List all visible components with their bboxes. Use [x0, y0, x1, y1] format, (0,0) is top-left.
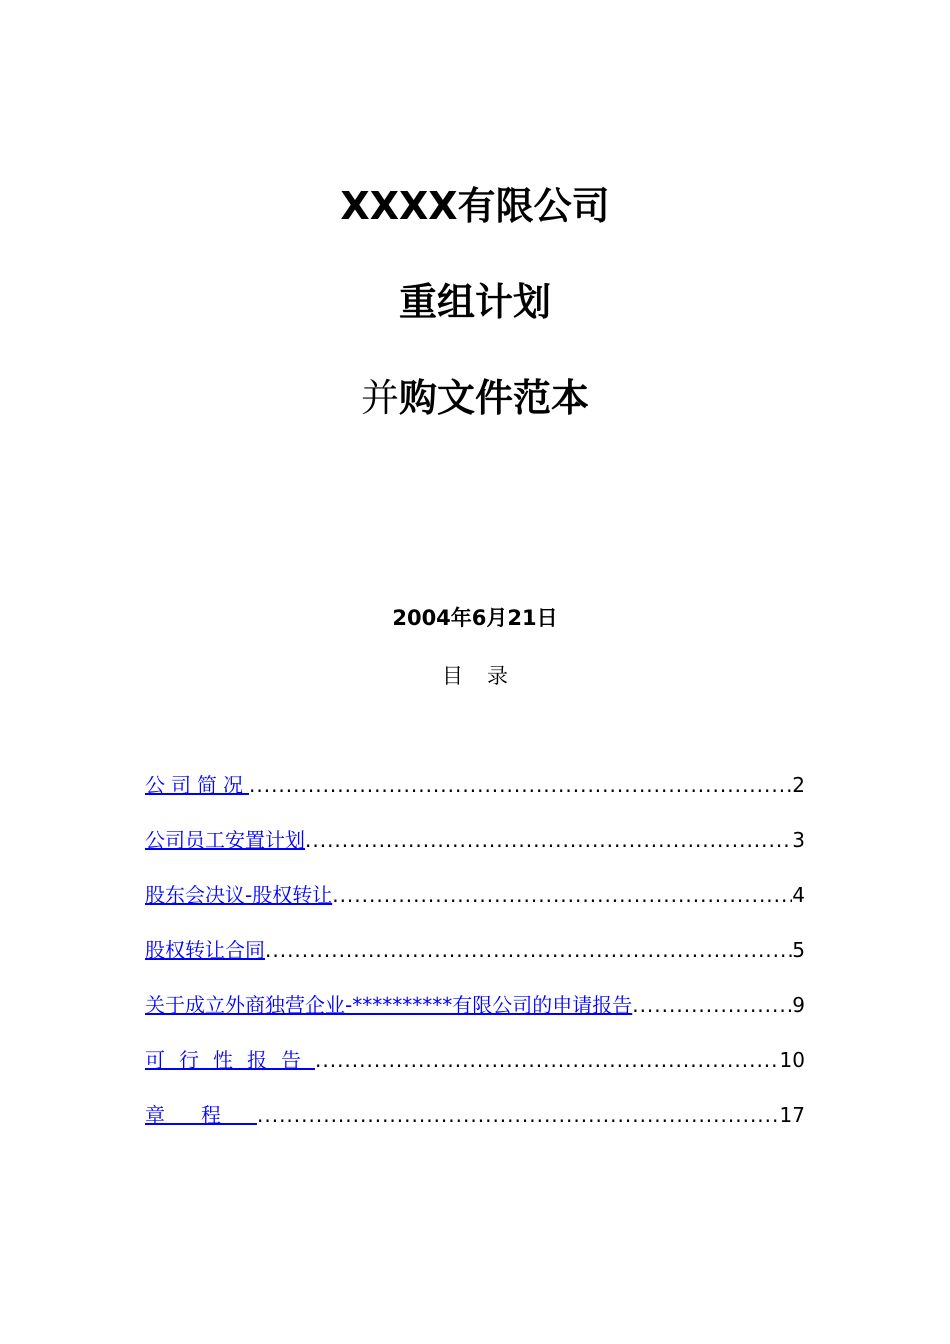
toc-entry	[145, 825, 805, 880]
toc-page-number: 10	[779, 1048, 805, 1072]
toc-entry	[145, 880, 805, 935]
toc-link-feasibility-report[interactable]: 可行性报告	[145, 1048, 315, 1072]
toc-link-equity-transfer-contract[interactable]: 股权转让合同	[145, 938, 265, 962]
toc-heading: 目录	[442, 664, 532, 688]
toc-leader	[265, 935, 792, 965]
toc-page-number: 4	[792, 883, 805, 907]
toc-leader	[305, 825, 792, 855]
toc-leader	[249, 770, 792, 800]
toc-link-shareholder-resolution[interactable]: 股东会决议-股权转让	[145, 883, 333, 907]
document-title: XXXX有限公司	[340, 184, 610, 228]
subtitle-prefix: 并	[360, 376, 399, 420]
toc-entry	[145, 1045, 805, 1100]
toc-page-number: 5	[792, 938, 805, 962]
document-subtitle: 重组计划	[398, 280, 551, 324]
toc-entry	[145, 935, 805, 990]
document-subtitle-2	[0, 376, 950, 420]
toc-page-number: 2	[792, 773, 805, 797]
toc-page-number: 17	[779, 1103, 805, 1127]
toc-entry	[145, 990, 805, 1045]
toc-link-company-overview[interactable]: 公司简况	[145, 773, 249, 797]
toc-leader	[257, 1100, 780, 1130]
toc-link-application-report[interactable]: 关于成立外商独营企业-**********有限公司的申请报告	[145, 993, 633, 1017]
table-of-contents	[145, 770, 805, 1155]
toc-leader	[632, 990, 792, 1020]
document-date: 2004年6月21日	[392, 606, 558, 630]
toc-link-articles[interactable]: 章程	[145, 1103, 257, 1127]
toc-leader	[332, 880, 792, 910]
toc-entry	[145, 1100, 805, 1155]
subtitle-rest: 购文件范本	[399, 376, 590, 420]
toc-leader	[315, 1045, 780, 1075]
toc-page-number: 9	[792, 993, 805, 1017]
toc-page-number: 3	[792, 828, 805, 852]
toc-link-staff-plan[interactable]: 公司员工安置计划	[145, 828, 305, 852]
toc-entry	[145, 770, 805, 825]
